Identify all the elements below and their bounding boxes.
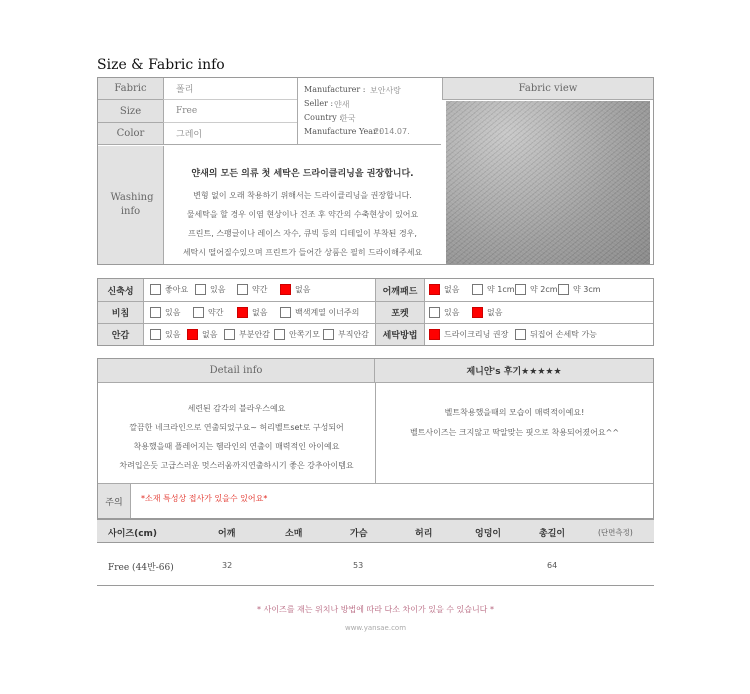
fabric-value: 폴리 (163, 78, 297, 100)
option-label: 없음 (487, 308, 503, 317)
option-sheer-slight[interactable] (193, 307, 223, 318)
size-value-chest: 53 (353, 561, 364, 570)
option-label: 없음 (252, 308, 268, 317)
size-header-hip: 엉덩이 (475, 529, 502, 539)
option-lining-brushed[interactable] (274, 329, 320, 340)
section-title: Size & Fabric info (97, 57, 225, 73)
washing-title: 얀새의 모든 의류 첫 세탁은 드라이클리닝을 권장합니다. (191, 169, 414, 179)
checkbox-icon (193, 307, 204, 318)
checkbox-icon (429, 307, 440, 318)
manufacturer-label: Manufacturer : (304, 85, 366, 94)
footer-url[interactable]: www.yansae.com (344, 624, 407, 632)
checkbox-icon (515, 284, 526, 295)
fabric-swatch-image (446, 101, 650, 264)
checked-checkbox-icon (472, 307, 483, 318)
size-value: Free (163, 100, 297, 123)
checkbox-icon (515, 329, 526, 340)
country-label: Country : (304, 113, 343, 122)
option-sheer-none[interactable] (237, 307, 267, 318)
option-label: 부직안감 (338, 330, 369, 339)
manufacturer-value: 보안사랑 (370, 86, 401, 95)
option-label: 좋아요 (165, 285, 189, 294)
checkbox-icon (150, 329, 161, 340)
seller-label: Seller : (304, 99, 334, 108)
option-shoulder-1cm[interactable] (472, 284, 515, 295)
option-label: 없음 (202, 330, 218, 339)
washing-label-text: Washing info (110, 192, 154, 217)
option-label: 뒤집어 손세탁 가능 (530, 330, 597, 339)
checkbox-icon (195, 284, 206, 295)
option-label: 백색계열 이너주의 (295, 308, 360, 317)
detail-info-header: Detail info (98, 359, 375, 383)
size-header-chest: 가슴 (350, 529, 368, 539)
size-header-waist: 허리 (415, 529, 433, 539)
size-value-shoulder: 32 (222, 561, 233, 570)
review-header: 제니얀's 후기★★★★★ (375, 359, 653, 383)
checked-checkbox-icon (429, 329, 440, 340)
sheer-label: 비침 (98, 302, 144, 323)
checked-checkbox-icon (280, 284, 291, 295)
color-value: 그레이 (163, 123, 297, 145)
color-label: Color (98, 123, 163, 145)
checked-checkbox-icon (187, 329, 198, 340)
pocket-label: 포켓 (375, 302, 425, 323)
detail-line: 차려입은듯 고급스러운 멋스러움까지연출하시기 좋은 강추아이템요 (119, 461, 354, 470)
option-shoulder-3cm[interactable] (558, 284, 601, 295)
size-header-size: 사이즈(cm) (108, 529, 158, 539)
review-line: 벨트사이즈는 크지않고 딱알맞는 핏으로 착용되어졌어요^^ (409, 428, 620, 437)
detail-line: 깔끔한 네크라인으로 연출되었구요~ 허리벨트set로 구성되어 (129, 423, 344, 432)
option-label: 있음 (444, 308, 460, 317)
size-label: Size (98, 100, 163, 123)
checkbox-icon (280, 307, 291, 318)
option-label: 안쪽기모 (289, 330, 320, 339)
option-label: 있음 (210, 285, 226, 294)
option-lining-none[interactable] (187, 329, 217, 340)
washing-label (98, 146, 163, 264)
note-row (98, 483, 653, 484)
washing-line: 변형 없이 오래 착용하기 위해서는 드라이클리닝을 권장합니다. (193, 191, 412, 200)
washing-line: 프린트, 스팽글이나 레이스 자수, 큐빅 등의 디테일이 부착된 경우, (188, 229, 417, 238)
fabric-view-label: Fabric view (442, 78, 653, 100)
option-label: 약 2cm (530, 285, 558, 294)
washing-line: 물세탁을 할 경우 이염 현상이나 건조 후 약간의 수축현상이 있어요 (186, 210, 419, 219)
checkbox-icon (150, 307, 161, 318)
option-label: 드라이크리닝 권장 (444, 330, 509, 339)
size-row-label: Free (44반-66) (108, 563, 174, 573)
fabric-label: Fabric (98, 78, 163, 100)
option-label: 약 1cm (487, 285, 515, 294)
option-stretch-none[interactable] (280, 284, 310, 295)
option-pocket-yes[interactable] (429, 307, 459, 318)
note-text: *소재 특성상 접사가 있을수 있어요* (141, 494, 268, 503)
option-pocket-no[interactable] (472, 307, 502, 318)
option-label: 있음 (165, 308, 181, 317)
option-stretch-good[interactable] (150, 284, 188, 295)
stretch-label: 신축성 (98, 279, 144, 301)
option-sheer-yes[interactable] (150, 307, 180, 318)
checkbox-icon (558, 284, 569, 295)
checkbox-icon (472, 284, 483, 295)
option-wash-hand[interactable] (515, 329, 597, 340)
option-lining-partial[interactable] (224, 329, 270, 340)
checkbox-icon (237, 284, 248, 295)
size-header-note: (단면측정) (598, 528, 633, 537)
checkbox-icon (274, 329, 285, 340)
year-label: Manufacture Year : (304, 127, 383, 136)
size-header-length: 총길이 (539, 529, 566, 539)
option-lining-yes[interactable] (150, 329, 180, 340)
size-table-header (97, 519, 654, 543)
review-line: 벨트착용했을때의 모습이 매력적이예요! (444, 408, 585, 417)
option-wash-dry-clean[interactable] (429, 329, 508, 340)
checkbox-icon (323, 329, 334, 340)
option-stretch-some[interactable] (195, 284, 225, 295)
washing-line: 세탁시 떨어질수있으며 프린트가 들어간 상품은 필히 드라이해주세요 (182, 248, 423, 257)
option-label: 약간 (252, 285, 268, 294)
option-label: 없음 (295, 285, 311, 294)
option-lining-nonwoven[interactable] (323, 329, 369, 340)
option-shoulder-2cm[interactable] (515, 284, 558, 295)
option-sheer-white-inner[interactable] (280, 307, 359, 318)
checked-checkbox-icon (237, 307, 248, 318)
option-label: 부분안감 (239, 330, 270, 339)
option-label: 약간 (208, 308, 224, 317)
detail-line: 세련된 감각의 블라우스예요 (187, 404, 286, 413)
size-table-body (97, 543, 654, 586)
seller-value: 얀새 (334, 100, 350, 109)
year-value: 2014.07. (374, 127, 410, 136)
option-stretch-slight[interactable] (237, 284, 267, 295)
size-value-length: 64 (547, 561, 558, 570)
wash-method-label: 세탁방법 (375, 324, 425, 345)
shoulder-pad-label: 어깨패드 (375, 279, 425, 301)
country-value: 한국 (340, 114, 356, 123)
size-header-shoulder: 어깨 (218, 529, 236, 539)
option-label: 있음 (165, 330, 181, 339)
checked-checkbox-icon (429, 284, 440, 295)
checkbox-icon (150, 284, 161, 295)
footer-note: * 사이즈를 재는 위치나 방법에 따라 다소 차이가 있을 수 있습니다 * (257, 605, 494, 614)
option-label: 없음 (444, 285, 460, 294)
option-shoulder-none[interactable] (429, 284, 459, 295)
note-label: 주의 (98, 484, 131, 518)
detail-line: 착용했을때 플레어지는 헴라인의 연출이 매력적인 아이예요 (133, 442, 340, 451)
checkbox-icon (224, 329, 235, 340)
size-header-sleeve: 소매 (285, 529, 303, 539)
lining-label: 안감 (98, 324, 144, 345)
option-label: 약 3cm (573, 285, 601, 294)
